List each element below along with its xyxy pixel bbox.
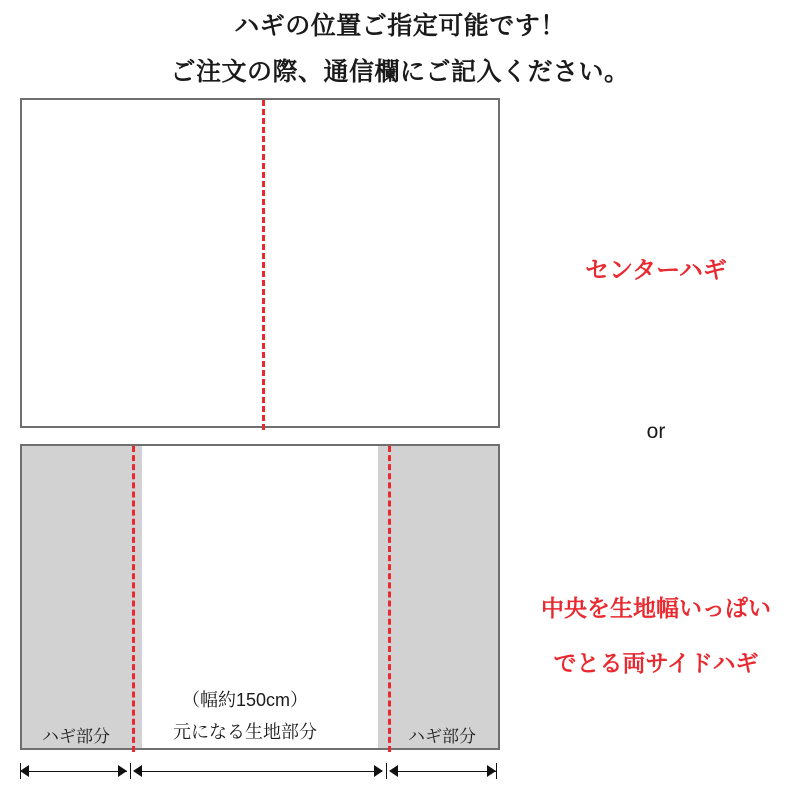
middle-dimension-arrowhead-end (374, 765, 383, 777)
left-dimension-arrowhead-start (20, 765, 29, 777)
dimension-tick-4 (496, 763, 497, 779)
sides-seam-caption-line1: 中央を生地幅いっぱい (541, 595, 771, 621)
right-dimension-arrowhead-end (487, 765, 496, 777)
middle-dimension-arrowhead-start (133, 765, 142, 777)
dimension-tick-3 (386, 763, 387, 779)
right-dimension-arrow (392, 771, 496, 772)
left-dimension-arrowhead-end (118, 765, 127, 777)
heading-line-1: ハギの位置ご指定可能です！ (234, 12, 566, 40)
right-hagi-band (378, 446, 498, 748)
center-seam-line (262, 100, 265, 430)
right-seam-line (388, 446, 391, 752)
width-note-label: （幅約150cm） (181, 690, 309, 710)
left-dimension-arrow (23, 771, 127, 772)
center-seam-panel (20, 98, 500, 428)
middle-dimension-arrow (136, 771, 382, 772)
left-hagi-label: ハギ部分 (42, 727, 110, 746)
dimension-tick-1 (20, 763, 21, 779)
right-hagi-label: ハギ部分 (408, 727, 476, 746)
or-separator-caption: or (646, 420, 666, 443)
sides-seam-caption-line2: でとる両サイドハギ (553, 650, 759, 676)
base-fabric-label: 元になる生地部分 (173, 722, 317, 742)
heading-line-2: ご注文の際、通信欄にご記入ください。 (170, 58, 630, 86)
right-dimension-arrowhead-start (389, 765, 398, 777)
dimension-tick-2 (130, 763, 131, 779)
center-seam-caption: センターハギ (585, 257, 727, 284)
dimension-arrow-row (20, 762, 500, 784)
